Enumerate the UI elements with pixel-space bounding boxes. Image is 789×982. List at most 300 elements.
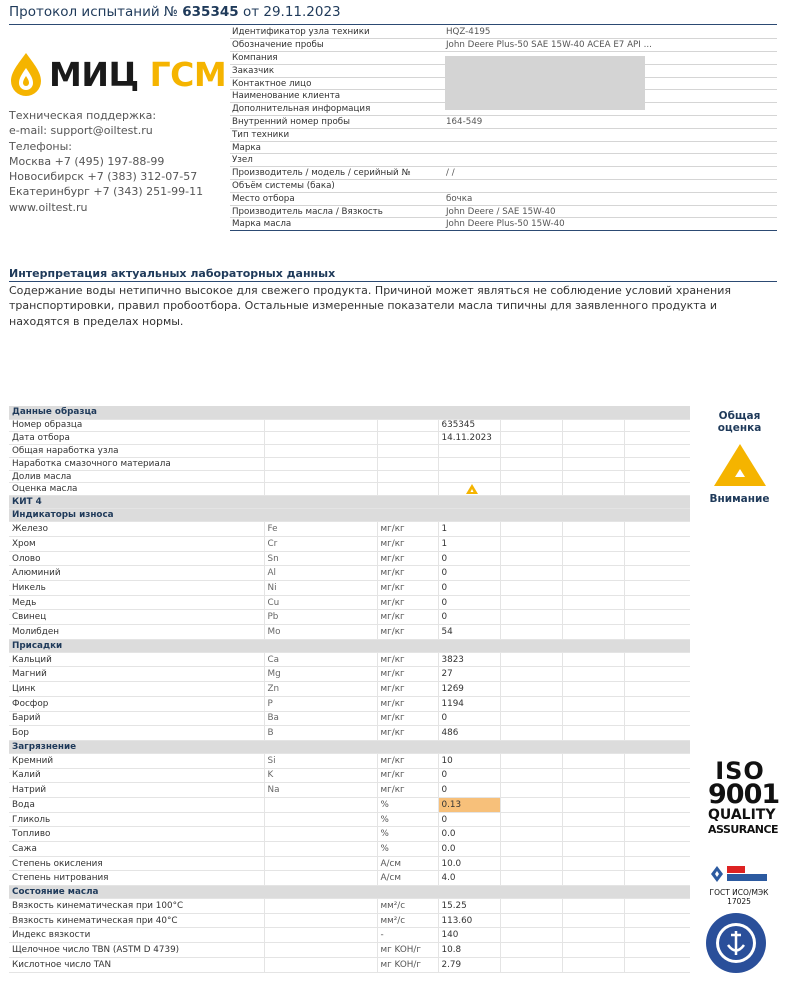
table-cell: [624, 625, 690, 640]
table-cell: [500, 483, 562, 496]
section-title: Состояние масла: [9, 886, 690, 899]
param-symbol: [264, 913, 377, 928]
info-value: John Deere Plus-50 SAE 15W-40 ACEA E7 API ...: [443, 39, 777, 52]
param-row: [9, 652, 690, 667]
table-cell: [500, 595, 562, 610]
param-unit: мг/кг: [377, 522, 438, 537]
param-name: Топливо: [9, 827, 264, 842]
param-unit: мг/кг: [377, 581, 438, 596]
param-name: Кальций: [9, 652, 264, 667]
param-unit: мг/кг: [377, 667, 438, 682]
param-value: 2.79: [438, 957, 500, 972]
table-cell: [500, 842, 562, 857]
param-unit: мг/кг: [377, 783, 438, 798]
gost-badge: [705, 864, 773, 906]
table-cell: [264, 432, 377, 445]
section-header: [9, 639, 690, 652]
param-row: [9, 595, 690, 610]
param-row: [9, 928, 690, 943]
table-cell: [562, 711, 624, 726]
section-header: [9, 740, 690, 753]
param-unit: %: [377, 812, 438, 827]
table-cell: [500, 711, 562, 726]
table-cell: [500, 696, 562, 711]
table-cell: [624, 711, 690, 726]
table-cell: [264, 419, 377, 432]
flame-drop-icon: [9, 52, 43, 98]
table-cell: [500, 470, 562, 483]
info-value: HQZ-4195: [443, 26, 777, 39]
table-cell: [562, 610, 624, 625]
param-row: [9, 522, 690, 537]
table-cell: [562, 470, 624, 483]
table-cell: [562, 842, 624, 857]
section-title: Индикаторы износа: [9, 509, 690, 522]
table-cell: [562, 812, 624, 827]
param-row: [9, 856, 690, 871]
gost-number: 17025: [727, 897, 751, 906]
param-row: [9, 871, 690, 886]
param-name: Фосфор: [9, 696, 264, 711]
param-name: Никель: [9, 581, 264, 596]
title-divider: [9, 24, 777, 25]
table-cell: [624, 943, 690, 958]
param-name: Степень окисления: [9, 856, 264, 871]
sample-label: Общая наработка узла: [9, 445, 264, 458]
table-cell: [624, 581, 690, 596]
param-unit: мг/кг: [377, 652, 438, 667]
table-cell: [562, 595, 624, 610]
table-cell: [624, 483, 690, 496]
table-cell: [562, 753, 624, 768]
sample-value: [438, 457, 500, 470]
param-value: 0: [438, 711, 500, 726]
info-value: / /: [443, 167, 777, 180]
info-value: [443, 180, 777, 193]
param-value: 0: [438, 610, 500, 625]
param-name: Хром: [9, 536, 264, 551]
info-value: John Deere Plus-50 15W-40: [443, 218, 777, 231]
sample-label: Дата отбора: [9, 432, 264, 445]
table-cell: [500, 913, 562, 928]
param-symbol: P: [264, 696, 377, 711]
info-label: Марка масла: [230, 218, 443, 231]
info-value: 164-549: [443, 116, 777, 129]
info-row: [230, 218, 777, 231]
info-label: Тип техники: [230, 128, 443, 141]
info-row: [230, 141, 777, 154]
param-value: 54: [438, 625, 500, 640]
param-symbol: Sn: [264, 551, 377, 566]
sample-value: 14.11.2023: [438, 432, 500, 445]
param-unit: мг/кг: [377, 566, 438, 581]
table-cell: [624, 842, 690, 857]
param-value: 0: [438, 566, 500, 581]
support-label: Техническая поддержка:: [9, 109, 157, 122]
param-row: [9, 667, 690, 682]
param-value: 0.0: [438, 827, 500, 842]
table-cell: [500, 783, 562, 798]
param-value: 0.13: [438, 797, 500, 812]
param-unit: мг/кг: [377, 551, 438, 566]
sample-row: [9, 483, 690, 496]
param-unit: мг/кг: [377, 536, 438, 551]
sample-value: [438, 483, 500, 496]
section-header: [9, 886, 690, 899]
info-value: [443, 154, 777, 167]
phone-ekaterinburg: Екатеринбург +7 (343) 251-99-11: [9, 185, 204, 199]
table-cell: [562, 943, 624, 958]
redacted-block: [445, 56, 645, 110]
registry-seal-icon: [705, 912, 767, 974]
info-value: John Deere / SAE 15W-40: [443, 205, 777, 218]
phones-label: Телефоны:: [9, 139, 73, 153]
param-symbol: B: [264, 726, 377, 741]
table-cell: [624, 470, 690, 483]
table-cell: [624, 856, 690, 871]
section-header: [9, 406, 690, 419]
table-cell: [562, 928, 624, 943]
table-cell: [562, 696, 624, 711]
table-cell: [562, 551, 624, 566]
param-row: [9, 768, 690, 783]
table-cell: [562, 899, 624, 914]
interpretation-divider: [9, 281, 777, 282]
table-cell: [500, 957, 562, 972]
table-cell: [624, 536, 690, 551]
table-cell: [264, 483, 377, 496]
table-cell: [624, 551, 690, 566]
param-unit: мг KOH/г: [377, 943, 438, 958]
param-row: [9, 812, 690, 827]
contacts-block: [9, 108, 203, 215]
param-name: Вязкость кинематическая при 100°С: [9, 899, 264, 914]
param-row: [9, 899, 690, 914]
interpretation-title: Интерпретация актуальных лабораторных данных: [9, 267, 336, 280]
param-name: Натрий: [9, 783, 264, 798]
param-symbol: Ba: [264, 711, 377, 726]
param-value: 4.0: [438, 871, 500, 886]
info-value: [443, 141, 777, 154]
sample-label: Оценка масла: [9, 483, 264, 496]
param-symbol: [264, 899, 377, 914]
param-value: 10.0: [438, 856, 500, 871]
table-cell: [562, 913, 624, 928]
param-unit: мг KOH/г: [377, 957, 438, 972]
table-cell: [624, 667, 690, 682]
table-cell: [500, 943, 562, 958]
sample-row: [9, 445, 690, 458]
table-cell: [562, 652, 624, 667]
param-unit: А/см: [377, 871, 438, 886]
sample-label: Наработка смазочного материала: [9, 457, 264, 470]
table-cell: [624, 457, 690, 470]
param-name: Индекс вязкости: [9, 928, 264, 943]
table-cell: [500, 827, 562, 842]
table-cell: [562, 856, 624, 871]
param-name: Магний: [9, 667, 264, 682]
table-cell: [500, 797, 562, 812]
param-row: [9, 610, 690, 625]
param-symbol: [264, 871, 377, 886]
table-cell: [500, 812, 562, 827]
param-name: Калий: [9, 768, 264, 783]
info-label: Место отбора: [230, 192, 443, 205]
section-title: Данные образца: [9, 406, 690, 419]
table-cell: [500, 667, 562, 682]
param-name: Медь: [9, 595, 264, 610]
param-value: 1: [438, 522, 500, 537]
support-email[interactable]: e-mail: support@oiltest.ru: [9, 124, 153, 138]
table-cell: [562, 483, 624, 496]
phone-novosibirsk: Новосибирск +7 (383) 312-07-57: [9, 170, 198, 184]
param-symbol: Mo: [264, 625, 377, 640]
param-row: [9, 827, 690, 842]
info-label: Наименование клиента: [230, 90, 443, 103]
param-unit: %: [377, 842, 438, 857]
table-cell: [562, 871, 624, 886]
table-cell: [500, 610, 562, 625]
phone-moscow: Москва +7 (495) 197-88-99: [9, 154, 165, 168]
info-row: [230, 39, 777, 52]
table-cell: [500, 432, 562, 445]
param-unit: мг/кг: [377, 768, 438, 783]
info-row: [230, 26, 777, 39]
param-unit: мг/кг: [377, 682, 438, 697]
table-cell: [377, 457, 438, 470]
sample-value: [438, 445, 500, 458]
table-cell: [264, 457, 377, 470]
param-value: 1: [438, 536, 500, 551]
info-label: Идентификатор узла техники: [230, 26, 443, 39]
sample-value: [438, 470, 500, 483]
param-symbol: Fe: [264, 522, 377, 537]
table-cell: [500, 445, 562, 458]
param-row: [9, 726, 690, 741]
param-symbol: Cr: [264, 536, 377, 551]
sample-value: 635345: [438, 419, 500, 432]
info-label: Узел: [230, 154, 443, 167]
table-cell: [500, 928, 562, 943]
table-cell: [562, 797, 624, 812]
param-unit: %: [377, 827, 438, 842]
section-title: Присадки: [9, 639, 690, 652]
table-cell: [562, 445, 624, 458]
param-symbol: Mg: [264, 667, 377, 682]
param-symbol: [264, 943, 377, 958]
table-cell: [562, 522, 624, 537]
info-row: [230, 167, 777, 180]
info-label: Заказчик: [230, 64, 443, 77]
param-unit: -: [377, 928, 438, 943]
table-cell: [624, 726, 690, 741]
protocol-date: от 29.11.2023: [242, 4, 341, 20]
info-label: Компания: [230, 52, 443, 65]
param-name: Бор: [9, 726, 264, 741]
table-cell: [562, 457, 624, 470]
info-label: Дополнительная информация: [230, 103, 443, 116]
param-symbol: [264, 957, 377, 972]
table-cell: [377, 419, 438, 432]
table-cell: [562, 827, 624, 842]
table-cell: [624, 419, 690, 432]
info-label: Марка: [230, 141, 443, 154]
info-value: бочка: [443, 192, 777, 205]
param-name: Щелочное число TBN (ASTM D 4739): [9, 943, 264, 958]
param-value: 0: [438, 595, 500, 610]
table-cell: [562, 536, 624, 551]
table-cell: [562, 419, 624, 432]
param-unit: мг/кг: [377, 753, 438, 768]
param-value: 140: [438, 928, 500, 943]
param-name: Цинк: [9, 682, 264, 697]
gost-label: ГОСТ ИСО/МЭК: [709, 888, 769, 897]
param-row: [9, 957, 690, 972]
param-value: 0: [438, 812, 500, 827]
param-symbol: [264, 827, 377, 842]
param-symbol: Si: [264, 753, 377, 768]
table-cell: [500, 457, 562, 470]
param-row: [9, 696, 690, 711]
param-row: [9, 913, 690, 928]
info-row: [230, 154, 777, 167]
param-symbol: Ca: [264, 652, 377, 667]
table-cell: [624, 696, 690, 711]
table-cell: [500, 522, 562, 537]
param-value: 10: [438, 753, 500, 768]
table-cell: [562, 566, 624, 581]
table-cell: [624, 652, 690, 667]
sample-label: Долив масла: [9, 470, 264, 483]
param-symbol: Cu: [264, 595, 377, 610]
results-table: [9, 406, 690, 973]
sample-row: [9, 457, 690, 470]
protocol-title: Протокол испытаний № 635345 от 29.11.2023: [9, 4, 341, 20]
section-header: [9, 496, 690, 509]
section-header: [9, 509, 690, 522]
table-cell: [562, 768, 624, 783]
table-cell: [624, 753, 690, 768]
table-cell: [264, 445, 377, 458]
table-cell: [562, 625, 624, 640]
param-symbol: [264, 797, 377, 812]
param-name: Алюминий: [9, 566, 264, 581]
param-unit: мг/кг: [377, 625, 438, 640]
table-cell: [377, 432, 438, 445]
info-label: Производитель / модель / серийный №: [230, 167, 443, 180]
param-symbol: Pb: [264, 610, 377, 625]
table-cell: [500, 871, 562, 886]
sample-row: [9, 419, 690, 432]
oil-rating-warning-icon: [466, 484, 478, 494]
param-name: Олово: [9, 551, 264, 566]
table-cell: [624, 899, 690, 914]
param-name: Кремний: [9, 753, 264, 768]
section-title: Загрязнение: [9, 740, 690, 753]
param-row: [9, 682, 690, 697]
table-cell: [562, 581, 624, 596]
interpretation-text: Содержание воды нетипично высокое для свежего продукта. Причиной может являться не соблюдение условий хранения транспортировки, правил пробоотбора. Остальные измеренные показатели масла типичны для заявленного продукта и находятся в пределах нормы.: [9, 284, 731, 328]
table-cell: [562, 682, 624, 697]
table-cell: [624, 682, 690, 697]
table-cell: [500, 566, 562, 581]
protocol-number: 635345: [182, 4, 239, 20]
table-cell: [624, 610, 690, 625]
param-value: 486: [438, 726, 500, 741]
param-symbol: [264, 812, 377, 827]
table-cell: [500, 625, 562, 640]
table-cell: [562, 432, 624, 445]
param-value: 0: [438, 581, 500, 596]
overall-label: Внимание: [709, 493, 770, 505]
website-link[interactable]: www.oiltest.ru: [9, 200, 88, 214]
table-cell: [500, 768, 562, 783]
param-name: Вода: [9, 797, 264, 812]
param-value: 1269: [438, 682, 500, 697]
table-cell: [500, 726, 562, 741]
table-cell: [624, 797, 690, 812]
table-cell: [624, 871, 690, 886]
param-value: 0: [438, 551, 500, 566]
param-unit: А/см: [377, 856, 438, 871]
section-title: КИТ 4: [9, 496, 690, 509]
param-value: 1194: [438, 696, 500, 711]
info-label: Производитель масла / Вязкость: [230, 205, 443, 218]
iso-9001-badge: ISO 9001 QUALITY ASSURANCE: [708, 757, 780, 836]
table-cell: [624, 913, 690, 928]
param-name: Вязкость кинематическая при 40°С: [9, 913, 264, 928]
param-unit: %: [377, 797, 438, 812]
logo: [9, 52, 227, 98]
table-cell: [624, 812, 690, 827]
param-symbol: Zn: [264, 682, 377, 697]
info-row: [230, 128, 777, 141]
info-label: Обозначение пробы: [230, 39, 443, 52]
table-cell: [562, 726, 624, 741]
info-row: [230, 180, 777, 193]
warning-triangle-icon: [712, 442, 768, 488]
table-cell: [624, 768, 690, 783]
table-cell: [500, 536, 562, 551]
sample-row: [9, 432, 690, 445]
table-cell: [377, 445, 438, 458]
param-unit: мг/кг: [377, 595, 438, 610]
table-cell: [624, 445, 690, 458]
param-symbol: [264, 856, 377, 871]
table-cell: [624, 827, 690, 842]
param-value: 0.0: [438, 842, 500, 857]
param-name: Молибден: [9, 625, 264, 640]
table-cell: [377, 483, 438, 496]
table-cell: [624, 957, 690, 972]
param-symbol: K: [264, 768, 377, 783]
table-cell: [500, 581, 562, 596]
info-row: [230, 192, 777, 205]
param-value: 113.60: [438, 913, 500, 928]
table-cell: [624, 595, 690, 610]
info-row: [230, 205, 777, 218]
table-cell: [500, 652, 562, 667]
param-name: Гликоль: [9, 812, 264, 827]
table-cell: [264, 470, 377, 483]
param-unit: мм²/с: [377, 913, 438, 928]
table-cell: [500, 899, 562, 914]
sample-label: Номер образца: [9, 419, 264, 432]
param-row: [9, 625, 690, 640]
param-name: Свинец: [9, 610, 264, 625]
table-cell: [624, 432, 690, 445]
param-value: 0: [438, 783, 500, 798]
